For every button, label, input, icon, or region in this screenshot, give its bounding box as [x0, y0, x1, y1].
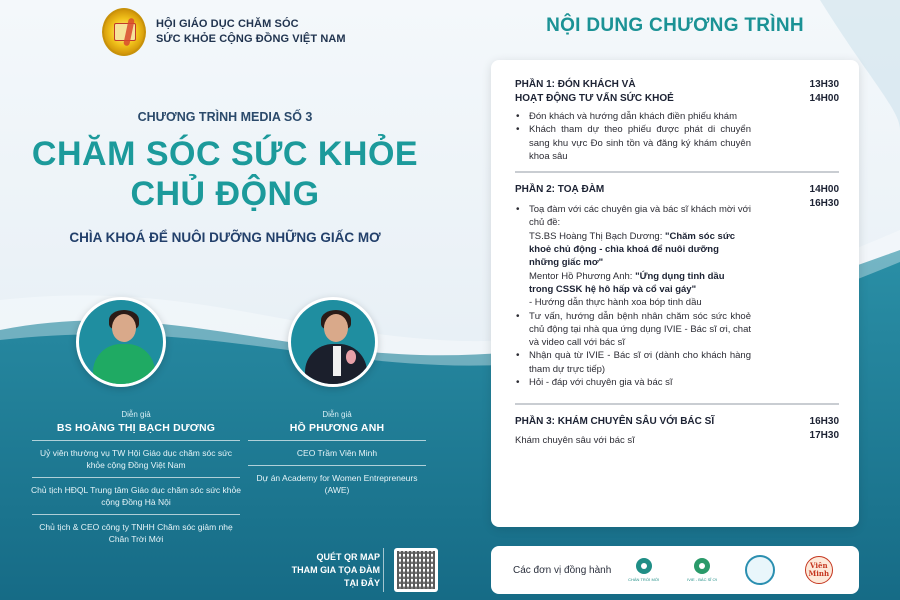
list-item: • Nhận quà từ IVIE - Bác sĩ ơi (dành cho khách hàng tham dự trực tiếp) [515, 349, 751, 376]
partner-caption: Viên Minh [805, 556, 833, 584]
partner-caption: IVIE - BÁC SĨ ƠI [687, 577, 718, 582]
section-time-end: 16H30 [809, 198, 839, 210]
list-item: • Hỏi - đáp với chuyên gia và bác sĩ [515, 376, 751, 389]
qr-code[interactable] [394, 548, 438, 592]
speaker-title: CEO Trầm Viên Minh [296, 448, 378, 458]
list-item: • Khách tham dự theo phiếu được phát di chuyển sang khu vực Đo sinh tồn và đăng ký khám chuyên khoa sâu [515, 123, 751, 163]
speaker-role: Diễn giả [121, 410, 151, 419]
speaker-title: Chủ tịch & CEO công ty TNHH Chăm sóc giảm nhẹ Chân Trời Mới [39, 522, 233, 544]
section-time-start: 13H30 [809, 79, 839, 90]
org-name-line2: SỨC KHỎE CỘNG ĐỒNG VIỆT NAM [156, 33, 346, 45]
divider [515, 171, 839, 173]
partner-caption: CHÂN TRỜI MỚI [628, 577, 660, 582]
partners-bar [491, 546, 859, 594]
speaker-1-card [30, 410, 242, 551]
speaker-2-photo [288, 297, 378, 387]
list-item: • Toạ đàm với các chuyên gia và bác sĩ khách mời với chủ đề: [515, 203, 751, 230]
org-name [156, 17, 346, 47]
section-body: Khám chuyên sâu với bác sĩ [515, 435, 635, 447]
list-item: • Đón khách và hướng dẫn khách điền phiếu khám [515, 110, 751, 123]
section-title: PHẦN 1: ĐÓN KHÁCH VÀ [515, 79, 636, 90]
talk-speaker: TS.BS Hoàng Thị Bạch Dương: [529, 230, 665, 242]
section-time-end: 17H30 [809, 430, 839, 442]
talk-topic: "Ứng dụng tinh dầu trong CSSK hệ hô hấp và cổ vai gáy" [529, 270, 725, 295]
speaker-role: Diễn giả [322, 410, 352, 419]
qr-code-icon [397, 551, 435, 589]
section-title: PHẦN 3: KHÁM CHUYÊN SÂU VỚI BÁC SĨ [515, 416, 715, 428]
speaker-name: BS HOÀNG THỊ BẠCH DƯƠNG [56, 422, 216, 434]
program-label: CHƯƠNG TRÌNH MEDIA SỐ 3 [137, 110, 313, 124]
partner-ivie-logo-icon [684, 551, 720, 589]
section-time-start: 16H30 [809, 416, 839, 428]
main-title-line2: CHỦ ĐỘNG [130, 175, 320, 213]
divider [383, 548, 384, 592]
section-time-end: 14H00 [809, 93, 839, 104]
speaker-2-card [246, 410, 428, 502]
talk-topic: "Chăm sóc sức khoẻ chủ động - chìa khoá để nuôi dưỡng những giấc mơ" [529, 230, 735, 269]
speaker-1-photo [76, 297, 166, 387]
subtitle: CHÌA KHOÁ ĐỂ NUÔI DƯỠNG NHỮNG GIẤC MƠ [69, 230, 381, 245]
partner-chan-troi-moi-logo-icon [626, 551, 662, 589]
agenda-section-2 [515, 183, 839, 389]
org-logo-icon [102, 8, 146, 56]
section-time-start: 14H00 [809, 184, 839, 196]
speaker-title: Dự án Academy for Women Entrepreneurs (AWE) [256, 473, 418, 495]
agenda-section-1 [515, 78, 839, 163]
org-name-line1: HỘI GIÁO DỤC CHĂM SÓC [156, 18, 299, 30]
qr-caption [270, 551, 380, 590]
partner-community-health-logo-icon [742, 551, 778, 589]
section-title: PHẦN 2: TOẠ ĐÀM [515, 184, 605, 196]
agenda-title: NỘI DUNG CHƯƠNG TRÌNH [546, 15, 804, 36]
partners-label: Các đơn vị đồng hành [513, 564, 612, 576]
partner-vien-minh-logo-icon [801, 551, 837, 589]
agenda-section-3 [515, 415, 839, 446]
qr-caption-line2: THAM GIA TỌA ĐÀM [291, 565, 380, 575]
speaker-title: Uỷ viên thường vụ TW Hội Giáo dục chăm sóc sức khỏe cộng Đồng Việt Nam [39, 448, 233, 470]
qr-caption-line3: TẠI ĐÂY [344, 578, 380, 588]
list-item: • Tư vấn, hướng dẫn bệnh nhân chăm sóc sức khoẻ chủ động tại nhà qua ứng dụng IVIE - Bác sĩ ơi, chat và video call với bác sĩ [515, 310, 751, 350]
talk-2 [515, 270, 751, 297]
main-title-line1: CHĂM SÓC SỨC KHỎE [31, 135, 419, 173]
section-title: HOẠT ĐỘNG TƯ VẤN SỨC KHOẺ [515, 93, 674, 104]
talk-speaker: Mentor Hồ Phương Anh: [529, 270, 636, 282]
qr-caption-line1: QUÉT QR MAP [316, 552, 380, 562]
divider [515, 403, 839, 405]
speaker-name: HỒ PHƯƠNG ANH [289, 422, 385, 434]
org-header [102, 8, 346, 56]
speaker-title: Chủ tịch HĐQL Trung tâm Giáo dục chăm sóc sức khỏe cộng Đồng Hà Nội [31, 485, 241, 507]
main-title [0, 134, 450, 214]
talk-1 [515, 230, 751, 270]
talk-note: - Hướng dẫn thực hành xoa bóp tinh dầu [529, 297, 702, 309]
agenda-card [491, 60, 859, 527]
